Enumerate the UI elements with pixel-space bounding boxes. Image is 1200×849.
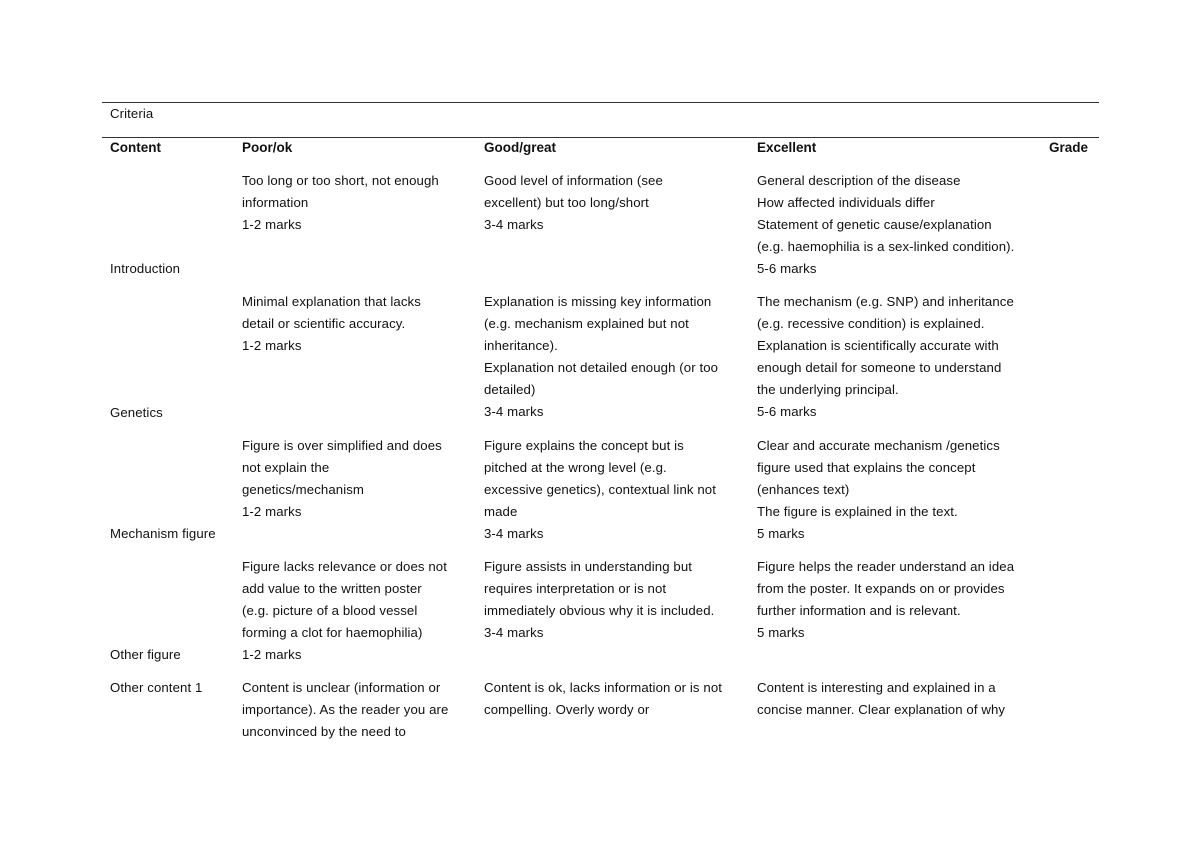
cell-line: Content is interesting and explained in a: [757, 680, 996, 695]
row-genetics-good: [484, 291, 718, 423]
cell-line: add value to the written poster: [242, 581, 422, 596]
cell-line: The figure is explained in the text.: [757, 504, 958, 519]
cell-line: compelling. Overly wordy or: [484, 702, 650, 717]
cell-line: Too long or too short, not enough: [242, 173, 439, 188]
cell-line: Good level of information (see: [484, 173, 663, 188]
cell-line: 3-4 marks: [484, 404, 544, 419]
row-other-content-1-poor: [242, 677, 448, 743]
cell-line: Explanation not detailed enough (or too: [484, 360, 719, 375]
cell-line: Figure explains the concept but is: [484, 438, 684, 453]
cell-line: (e.g. haemophilia is a sex-linked condition).: [757, 239, 1015, 254]
cell-line: information: [242, 195, 309, 210]
cell-line: Figure assists in understanding but: [484, 559, 693, 574]
header-good: Good/great: [484, 140, 557, 155]
row-other-content-1-excellent: [757, 677, 1005, 721]
cell-line: Content is unclear (information or: [242, 680, 441, 695]
cell-line: Figure helps the reader understand an idea: [757, 559, 1015, 574]
cell-line: (e.g. recessive condition) is explained.: [757, 316, 985, 331]
table-top-rule: [102, 102, 1099, 103]
cell-line: Explanation is missing key information: [484, 294, 712, 309]
row-mechanism-figure-criterion: Mechanism figure: [110, 526, 216, 541]
header-content: Content: [110, 140, 161, 155]
cell-line: The mechanism (e.g. SNP) and inheritance: [757, 294, 1014, 309]
cell-line: excellent) but too long/short: [484, 195, 649, 210]
row-other-figure-good: [484, 556, 714, 644]
cell-line: 1-2 marks: [242, 504, 302, 519]
cell-line: 1-2 marks: [242, 217, 302, 232]
cell-line: 1-2 marks: [242, 338, 302, 353]
cell-line: made: [484, 504, 518, 519]
row-other-content-1-criterion: Other content 1: [110, 680, 203, 695]
cell-line: Explanation is scientifically accurate with: [757, 338, 999, 353]
header-excellent: Excellent: [757, 140, 817, 155]
cell-line: (e.g. mechanism explained but not: [484, 316, 689, 331]
cell-line: (e.g. picture of a blood vessel: [242, 603, 418, 618]
row-other-figure-criterion: Other figure: [110, 647, 181, 662]
cell-line: concise manner. Clear explanation of why: [757, 702, 1006, 717]
cell-line: 5 marks: [757, 625, 805, 640]
cell-line: pitched at the wrong level (e.g.: [484, 460, 667, 475]
cell-line: requires interpretation or is not: [484, 581, 667, 596]
cell-line: Content is ok, lacks information or is not: [484, 680, 723, 695]
header-poor: Poor/ok: [242, 140, 293, 155]
cell-line: 5-6 marks: [757, 404, 817, 419]
row-genetics-poor: [242, 291, 421, 357]
cell-line: detail or scientific accuracy.: [242, 316, 406, 331]
cell-line: figure used that explains the concept: [757, 460, 976, 475]
row-mechanism-figure-excellent: [757, 435, 1000, 545]
row-other-content-1-good: [484, 677, 722, 721]
row-introduction-good: [484, 170, 663, 236]
row-genetics-criterion: Genetics: [110, 405, 163, 420]
cell-line: How affected individuals differ: [757, 195, 935, 210]
row-introduction-criterion: Introduction: [110, 261, 181, 276]
header-rule: [102, 137, 1099, 138]
cell-line: immediately obvious why it is included.: [484, 603, 715, 618]
row-other-figure-poor: [242, 556, 447, 666]
cell-line: forming a clot for haemophilia): [242, 625, 423, 640]
cell-line: (enhances text): [757, 482, 850, 497]
cell-line: 5 marks: [757, 526, 805, 541]
header-grade: Grade: [1049, 140, 1089, 155]
row-mechanism-figure-poor: [242, 435, 442, 523]
cell-line: Figure lacks relevance or does not: [242, 559, 447, 574]
cell-line: 3-4 marks: [484, 217, 544, 232]
row-genetics-excellent: [757, 291, 1014, 423]
cell-line: 1-2 marks: [242, 647, 302, 662]
cell-line: not explain the: [242, 460, 330, 475]
cell-line: from the poster. It expands on or provides: [757, 581, 1005, 596]
cell-line: unconvinced by the need to: [242, 724, 406, 739]
cell-line: further information and is relevant.: [757, 603, 961, 618]
table-caption: Criteria: [110, 106, 154, 121]
cell-line: 3-4 marks: [484, 526, 544, 541]
cell-line: 5-6 marks: [757, 261, 817, 276]
cell-line: Minimal explanation that lacks: [242, 294, 421, 309]
cell-line: Figure is over simplified and does: [242, 438, 442, 453]
cell-line: Clear and accurate mechanism /genetics: [757, 438, 1000, 453]
cell-line: 3-4 marks: [484, 625, 544, 640]
row-mechanism-figure-good: [484, 435, 716, 545]
cell-line: detailed): [484, 382, 536, 397]
row-introduction-excellent: [757, 170, 1014, 280]
row-introduction-poor: [242, 170, 439, 236]
cell-line: genetics/mechanism: [242, 482, 365, 497]
cell-line: excessive genetics), contextual link not: [484, 482, 716, 497]
cell-line: General description of the disease: [757, 173, 961, 188]
cell-line: importance). As the reader you are: [242, 702, 449, 717]
cell-line: enough detail for someone to understand: [757, 360, 1002, 375]
cell-line: inheritance).: [484, 338, 558, 353]
row-other-figure-excellent: [757, 556, 1014, 644]
cell-line: the underlying principal.: [757, 382, 899, 397]
cell-line: Statement of genetic cause/explanation: [757, 217, 992, 232]
